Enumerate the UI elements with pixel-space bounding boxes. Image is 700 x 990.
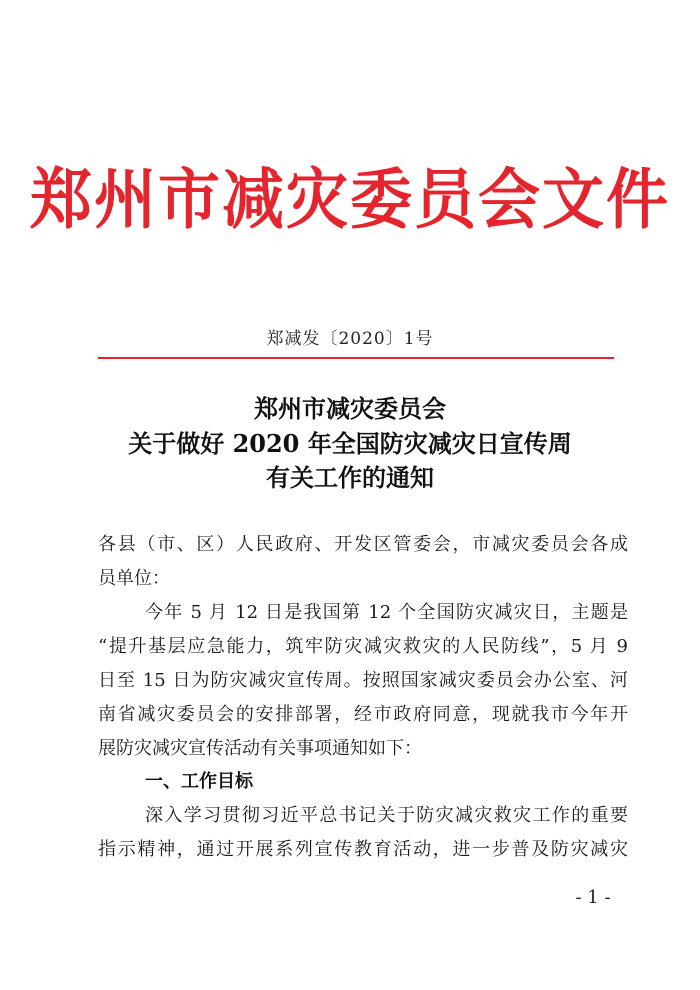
paragraph1-line-4: 南省减灾委员会的安排部署，经市政府同意，现就我市今年开 (98, 704, 628, 725)
notice-title-line-1: 郑州市减灾委员会 (254, 394, 446, 423)
paragraph1-line-3: 日至 15 日为防灾减灾宣传周。按照国家减灾委员会办公室、河 (98, 670, 628, 691)
paragraph2-line-2: 指示精神，通过开展系列宣传教育活动，进一步普及防灾减灾 (98, 839, 628, 860)
notice-title-line-3: 有关工作的通知 (266, 463, 434, 492)
paragraph2-line-1: 深入学习贯彻习近平总书记关于防灾减灾救灾工作的重要 (145, 805, 628, 826)
notice-title-line-2: 关于做好 2020 年全国防灾减灾日宣传周 (128, 429, 572, 458)
document-masthead: 郑州市减灾委员会文件 (29, 161, 670, 238)
section-heading-work-goals: 一、工作目标 (145, 771, 253, 792)
addressee-line-1: 各县（市、区）人民政府、开发区管委会，市减灾委员会各成 (98, 534, 628, 555)
paragraph1-line-2: “提升基层应急能力，筑牢防灾减灾救灾的人民防线”，5 月 9 (98, 636, 628, 657)
page-number: - 1 - (575, 887, 611, 908)
paragraph1-line-5: 展防灾减灾宣传活动有关事项通知如下： (98, 738, 422, 759)
addressee-line-2: 员单位： (98, 568, 170, 589)
red-divider-line (98, 357, 614, 359)
document-number: 郑减发〔2020〕1号 (266, 329, 434, 349)
paragraph1-line-1: 今年 5 月 12 日是我国第 12 个全国防灾减灾日，主题是 (145, 602, 628, 623)
